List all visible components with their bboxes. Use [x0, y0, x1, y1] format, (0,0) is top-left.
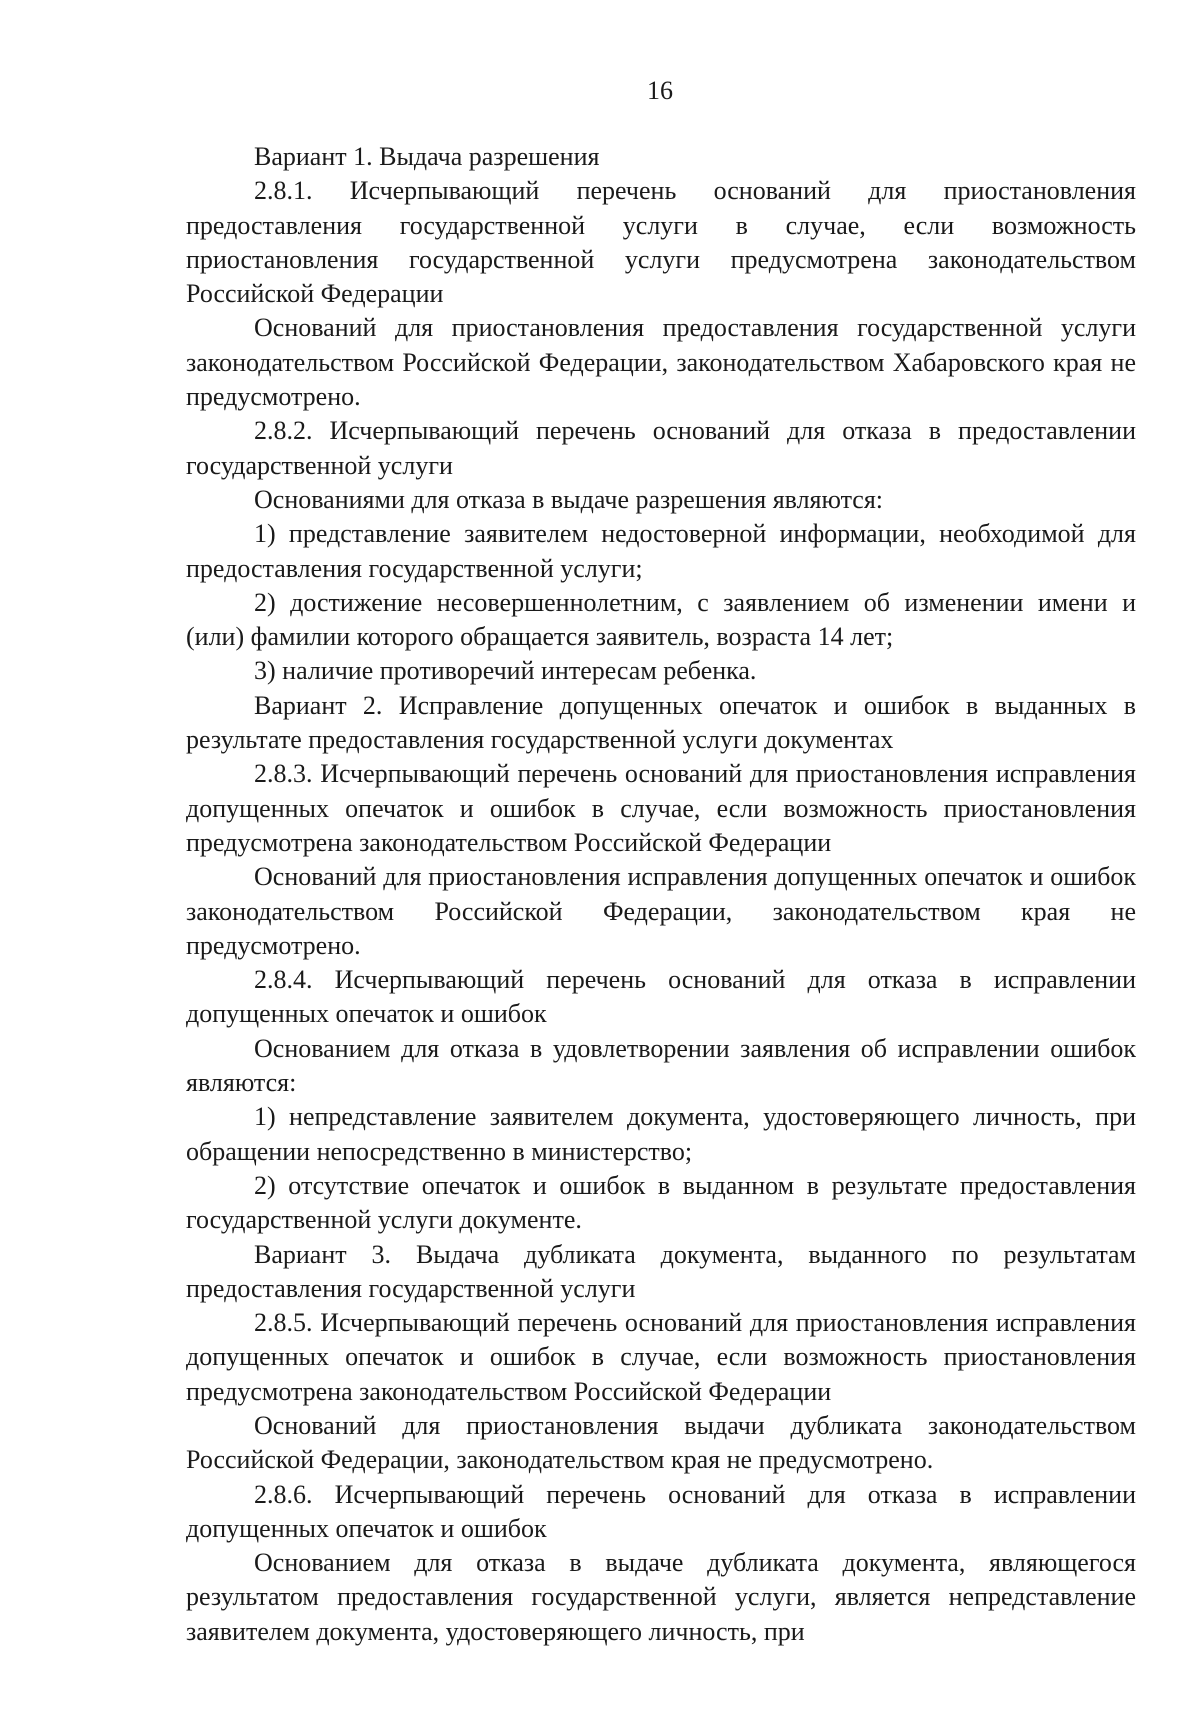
list-item: 1) непредставление заявителем документа, удостоверяющего личность, при обращении непосредственно в министерство;	[186, 1102, 1136, 1166]
variant-1-heading: Вариант 1. Выдача разрешения	[254, 142, 600, 171]
paragraph: Основанием для отказа в удовлетворении заявления об исправлении ошибок являются:	[186, 1033, 1136, 1098]
list-item: 1) представление заявителем недостоверной информации, необходимой для предоставления государственной услуги;	[186, 519, 1136, 583]
clause-2-8-3: 2.8.3. Исчерпывающий перечень оснований для приостановления исправления допущенных опечаток и ошибок в случае, если возможность приостановления предусмотрена законодательством Российской Федерации	[186, 759, 1136, 857]
paragraph: Основаниями для отказа в выдаче разрешения являются:	[254, 484, 884, 514]
list-item: 3) наличие противоречий интересам ребенка.	[254, 656, 757, 686]
clause-2-8-2: 2.8.2. Исчерпывающий перечень оснований для отказа в предоставлении государственной услуги	[186, 416, 1136, 480]
document-body	[186, 140, 1136, 1649]
list-item: 2) достижение несовершеннолетним, с заявлением об изменении имени и (или) фамилии которого обращается заявитель, возраста 14 лет;	[186, 587, 1136, 652]
clause-2-8-5: 2.8.5. Исчерпывающий перечень оснований для приостановления исправления допущенных опечаток и ошибок в случае, если возможность приостановления предусмотрена законодательством Российской Федерации	[186, 1308, 1136, 1406]
list-item: 2) отсутствие опечаток и ошибок в выданном в результате предоставления государственной услуги документе.	[186, 1170, 1136, 1235]
page-number: 16	[647, 76, 673, 105]
variant-3-heading: Вариант 3. Выдача дубликата документа, выданного по результатам предоставления государственной услуги	[186, 1239, 1136, 1303]
paragraph: Оснований для приостановления выдачи дубликата законодательством Российской Федерации, законодательством края не предусмотрено.	[186, 1410, 1136, 1475]
paragraph: Оснований для приостановления исправления допущенных опечаток и ошибок законодательством Российской Федерации, законодательством края не предусмотрено.	[186, 862, 1136, 960]
paragraph: Оснований для приостановления предоставления государственной услуги законодательством Российской Федерации, законодательством Хабаровского края не предусмотрено.	[186, 313, 1136, 412]
clause-2-8-4: 2.8.4. Исчерпывающий перечень оснований для отказа в исправлении допущенных опечаток и ошибок	[186, 965, 1136, 1029]
clause-2-8-1: 2.8.1. Исчерпывающий перечень оснований для приостановления предоставления государственной услуги в случае, если возможность приостановления государственной услуги предусмотрена законодательством Российской Федерации	[186, 176, 1136, 309]
variant-2-heading: Вариант 2. Исправление допущенных опечаток и ошибок в выданных в результате предоставления государственной услуги документах	[186, 690, 1136, 755]
clause-2-8-6: 2.8.6. Исчерпывающий перечень оснований для отказа в исправлении допущенных опечаток и ошибок	[186, 1479, 1136, 1543]
paragraph: Основанием для отказа в выдаче дубликата документа, являющегося результатом предоставления государственной услуги, является непредставление заявителем документа, удостоверяющего личность, при	[186, 1548, 1136, 1646]
